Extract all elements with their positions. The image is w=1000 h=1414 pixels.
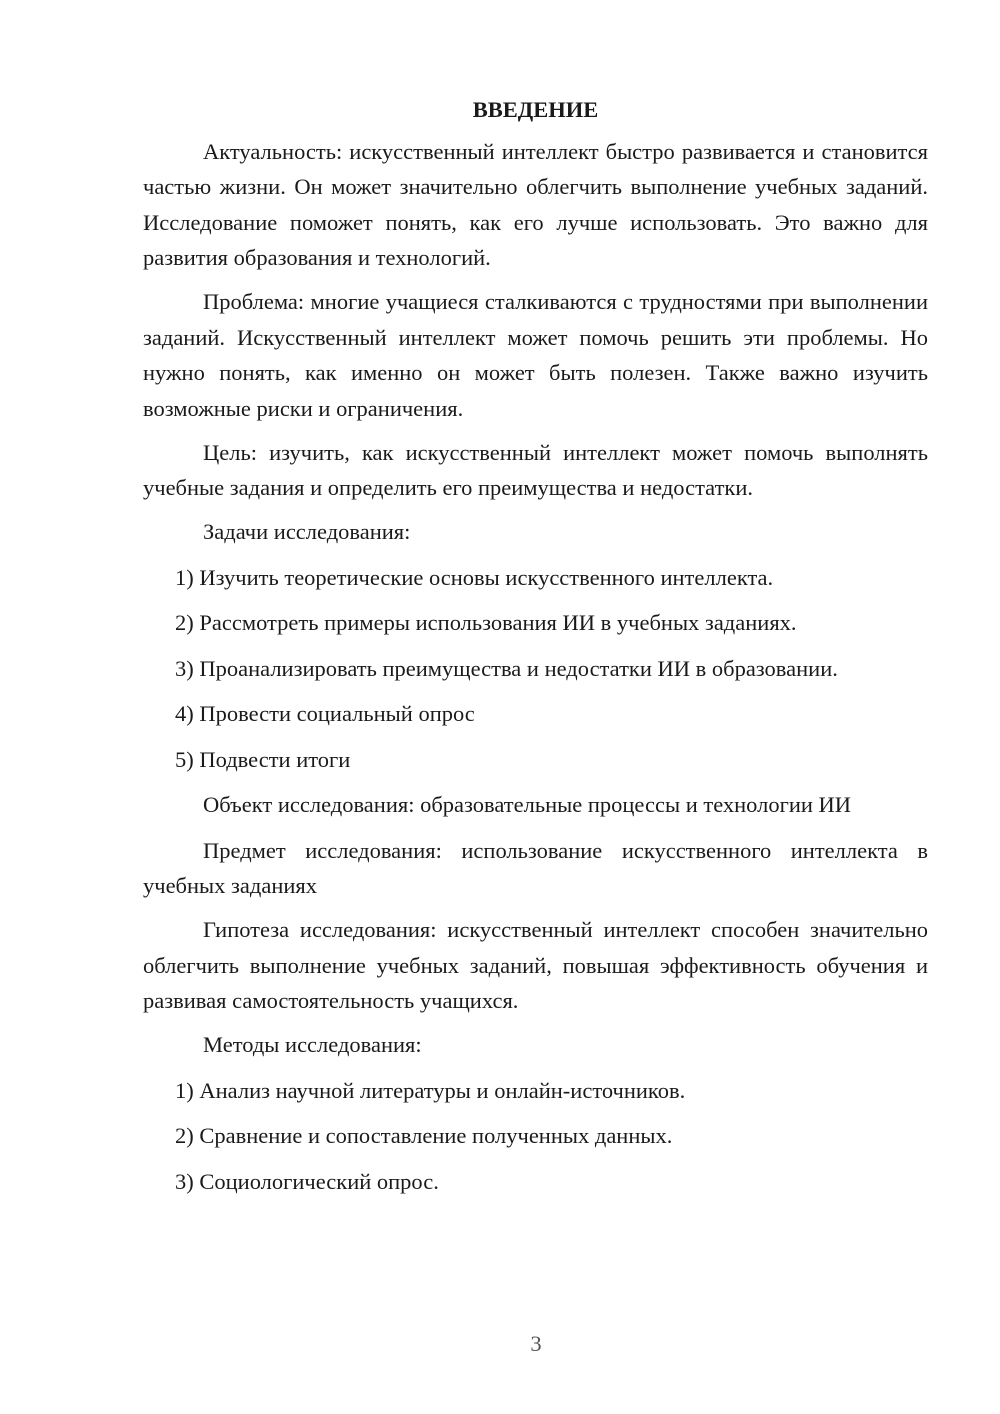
hypothesis-paragraph: Гипотеза исследования: искусственный интеллект способен значительно облегчить выполнение учебных заданий, повышая эффективность обучения и развивая самостоятельность учащихся.: [143, 917, 928, 1013]
tasks-heading: Задачи исследования:: [203, 519, 411, 544]
page-number: 3: [530, 1331, 542, 1356]
tasks-list: [143, 560, 928, 778]
document-page: [143, 92, 928, 1209]
methods-heading: Методы исследования:: [203, 1032, 422, 1057]
page-title: ВВЕДЕНИЕ: [472, 97, 599, 122]
method-item: 2) Сравнение и сопоставление полученных данных.: [175, 1123, 673, 1148]
relevance-paragraph: Актуальность: искусственный интеллект быстро развивается и становится частью жизни. Он может значительно облегчить выполнение учебных заданий. Исследование поможет понять, как его лучше использовать. Это важно для развития образования и технологий.: [143, 138, 928, 270]
task-item: 3) Проанализировать преимущества и недостатки ИИ в образовании.: [175, 655, 838, 681]
goal-paragraph: Цель: изучить, как искусственный интеллект может помочь выполнять учебные задания и определить его преимущества и недостатки.: [143, 439, 928, 500]
object-paragraph: Объект исследования: образовательные процессы и технологии ИИ: [203, 792, 852, 817]
task-item: 1) Изучить теоретические основы искусственного интеллекта.: [175, 564, 774, 590]
subject-paragraph: Предмет исследования: использование искусственного интеллекта в учебных заданиях: [143, 837, 928, 898]
task-item: 2) Рассмотреть примеры использования ИИ в учебных заданиях.: [175, 610, 797, 635]
task-item: 4) Провести социальный опрос: [175, 701, 475, 726]
method-item: 1) Анализ научной литературы и онлайн-источников.: [175, 1077, 686, 1103]
method-item: 3) Социологический опрос.: [175, 1168, 439, 1194]
problem-paragraph: Проблема: многие учащиеся сталкиваются с трудностями при выполнении заданий. Искусственный интеллект может помочь решить эти проблемы. Но нужно понять, как именно он может быть полезен. Также важно изучить возможные риски и ограничения.: [143, 289, 928, 421]
methods-list: [143, 1073, 928, 1200]
task-item: 5) Подвести итоги: [175, 746, 351, 772]
